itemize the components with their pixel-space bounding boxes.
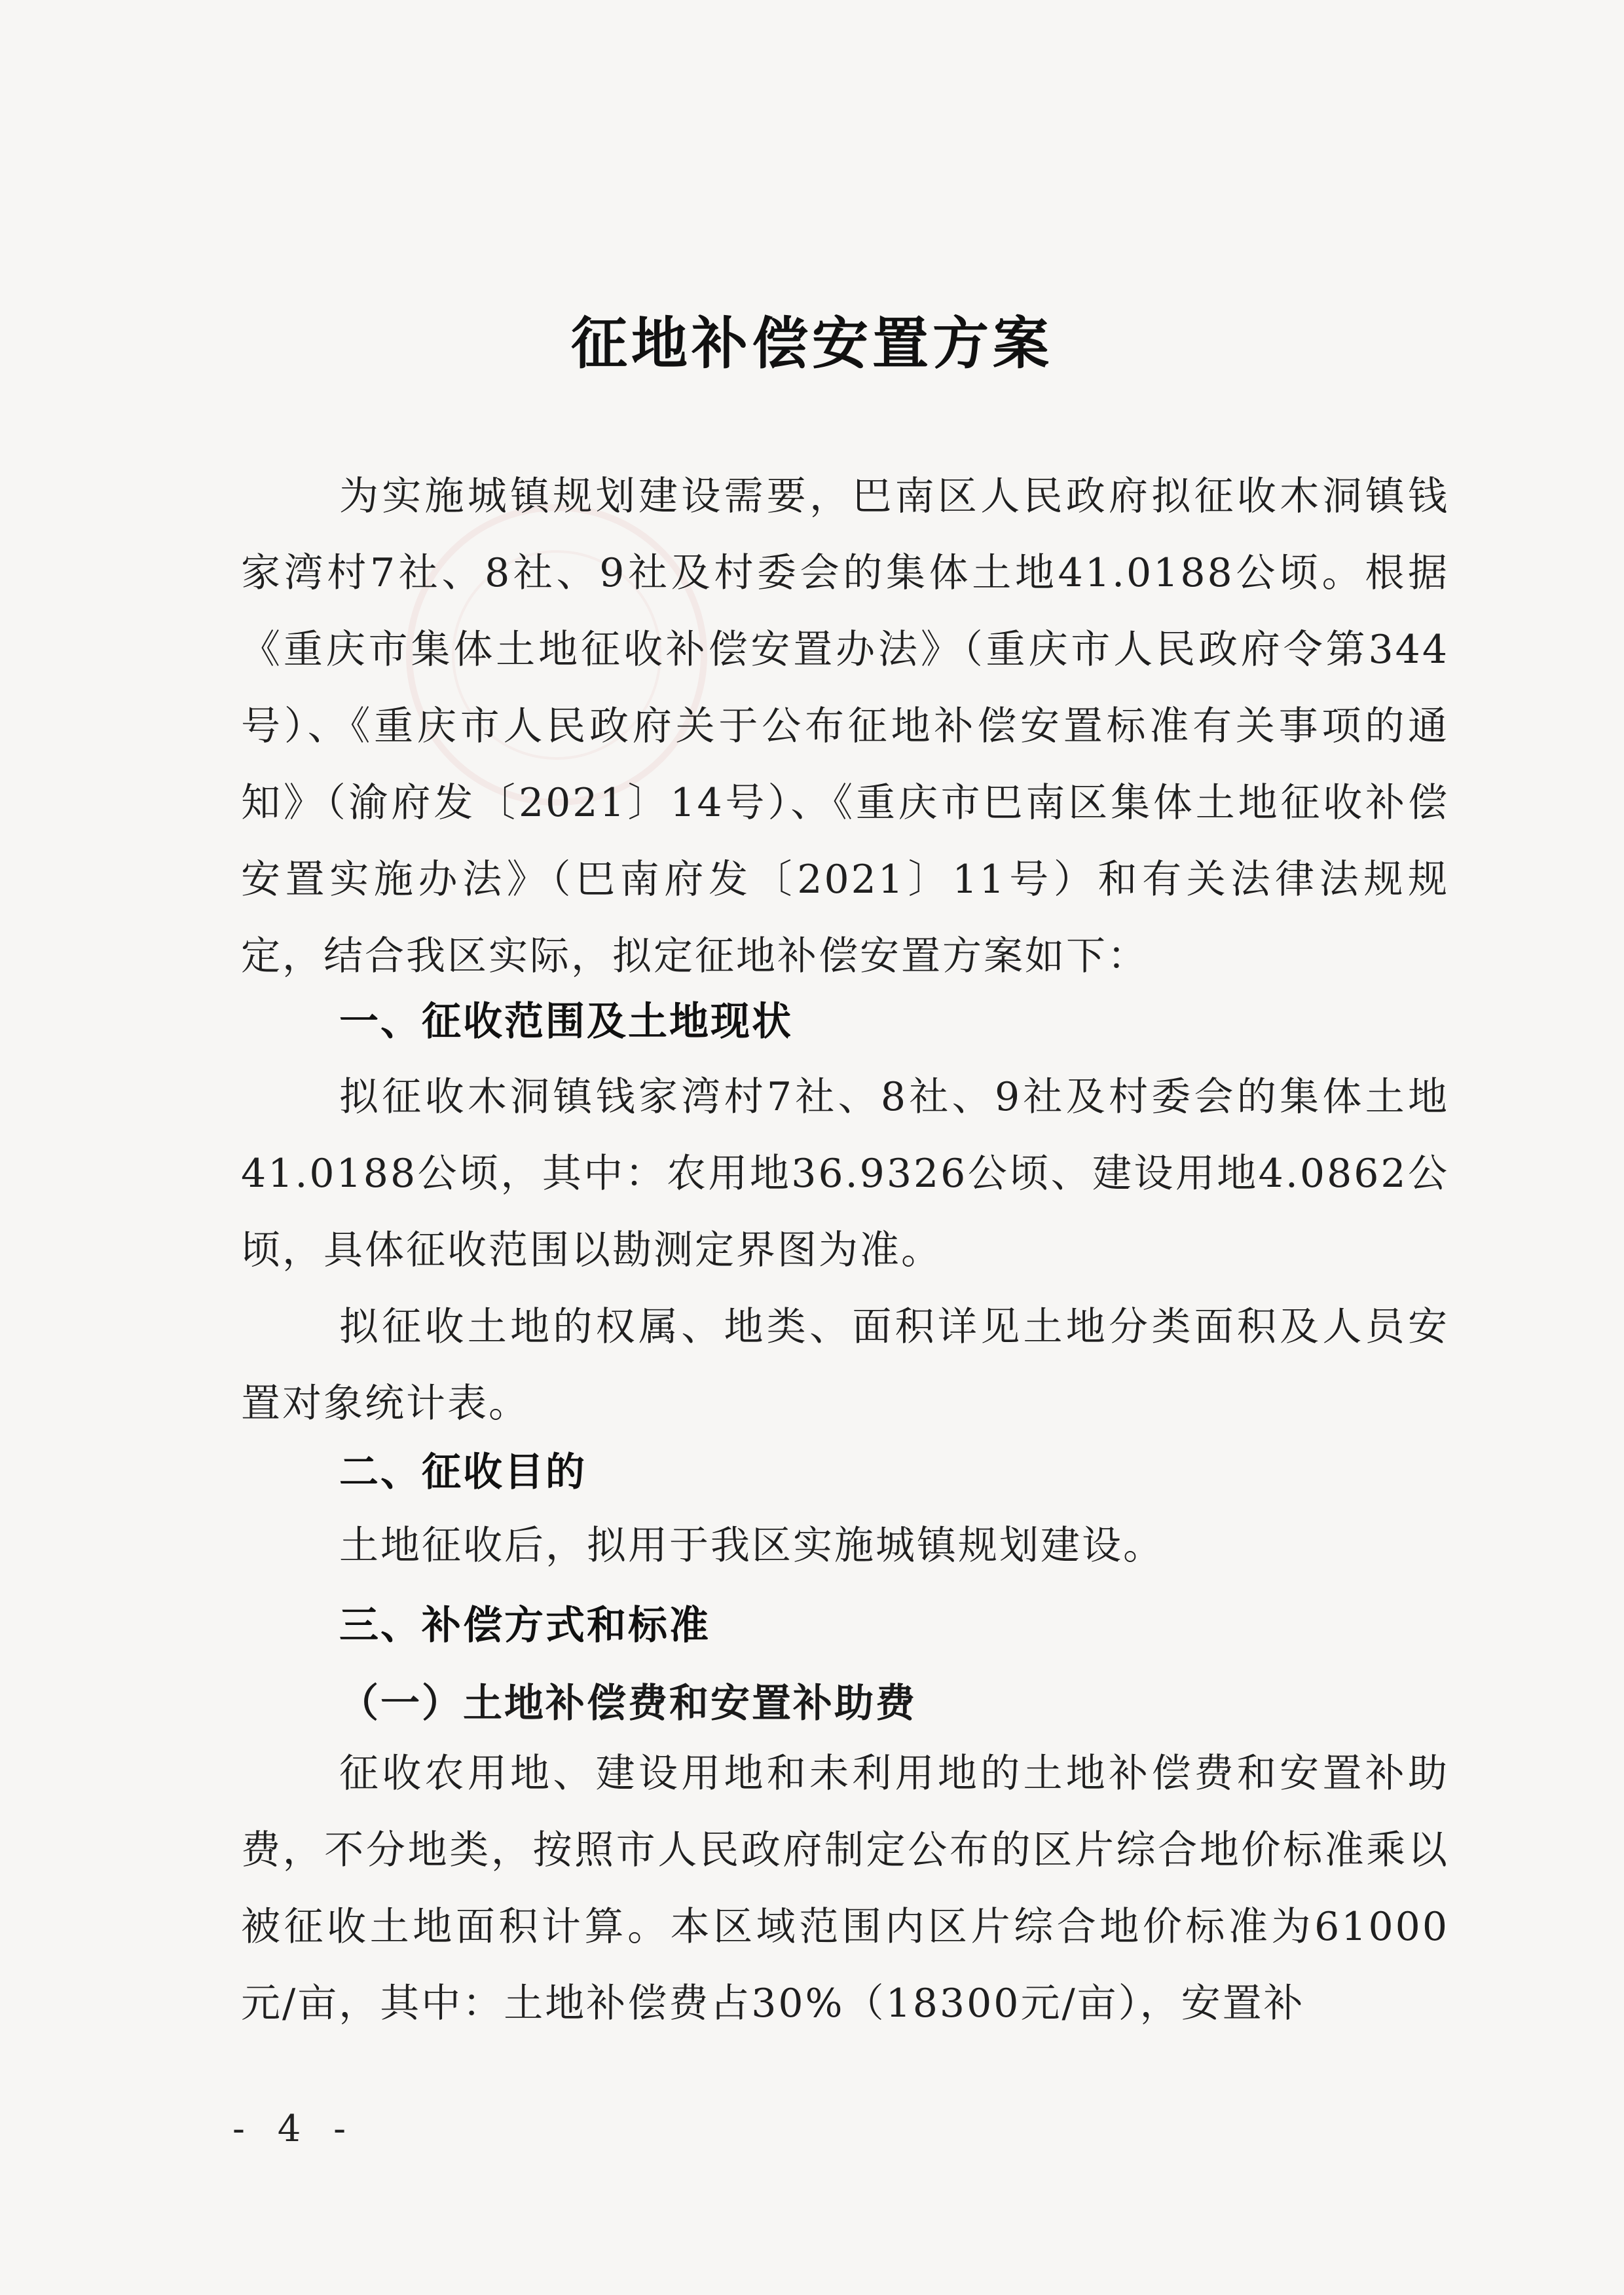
page-number: - 4 - [232, 2108, 357, 2150]
intro-paragraph: 为实施城镇规划建设需要，巴南区人民政府拟征收木洞镇钱家湾村7社、8社、9社及村委会的集体土地41.0188公顷。根据《重庆市集体土地征收补偿安置办法》（重庆市人民政府令第344号）、《重庆市人民政府关于公布征地补偿安置标准有关事项的通知》（渝府发〔2021〕14号）、《重庆市巴南区集体土地征收补偿安置实施办法》（巴南府发〔2021〕11号）和有关法律法规规定，结合我区实际，拟定征地补偿安置方案如下： [241, 474, 1449, 979]
section-2-heading: 二、征收目的 [339, 1449, 587, 1495]
section-1-heading: 一、征收范围及土地现状 [339, 999, 793, 1045]
section-2-paragraph-1: 土地征收后，拟用于我区实施城镇规划建设。 [339, 1523, 1164, 1569]
section-3-paragraph-1: 征收农用地、建设用地和未利用地的土地补偿费和安置补助费，不分地类，按照市人民政府制定公布的区片综合地价标准乘以被征收土地面积计算。本区域范围内区片综合地价标准为61000元/亩，其中：土地补偿费占30%（18300元/亩），安置补 [241, 1751, 1449, 2026]
section-1-paragraph-1: 拟征收木洞镇钱家湾村7社、8社、9社及村委会的集体土地41.0188公顷，其中：农用地36.9326公顷、建设用地4.0862公顷，具体征收范围以勘测定界图为准。 [241, 1074, 1449, 1273]
section-3-subheading: （一）土地补偿费和安置补助费 [339, 1681, 917, 1726]
document-title: 征地补偿安置方案 [571, 311, 1053, 377]
section-3-heading: 三、补偿方式和标准 [339, 1603, 710, 1649]
section-1-paragraph-2: 拟征收土地的权属、地类、面积详见土地分类面积及人员安置对象统计表。 [241, 1304, 1449, 1427]
